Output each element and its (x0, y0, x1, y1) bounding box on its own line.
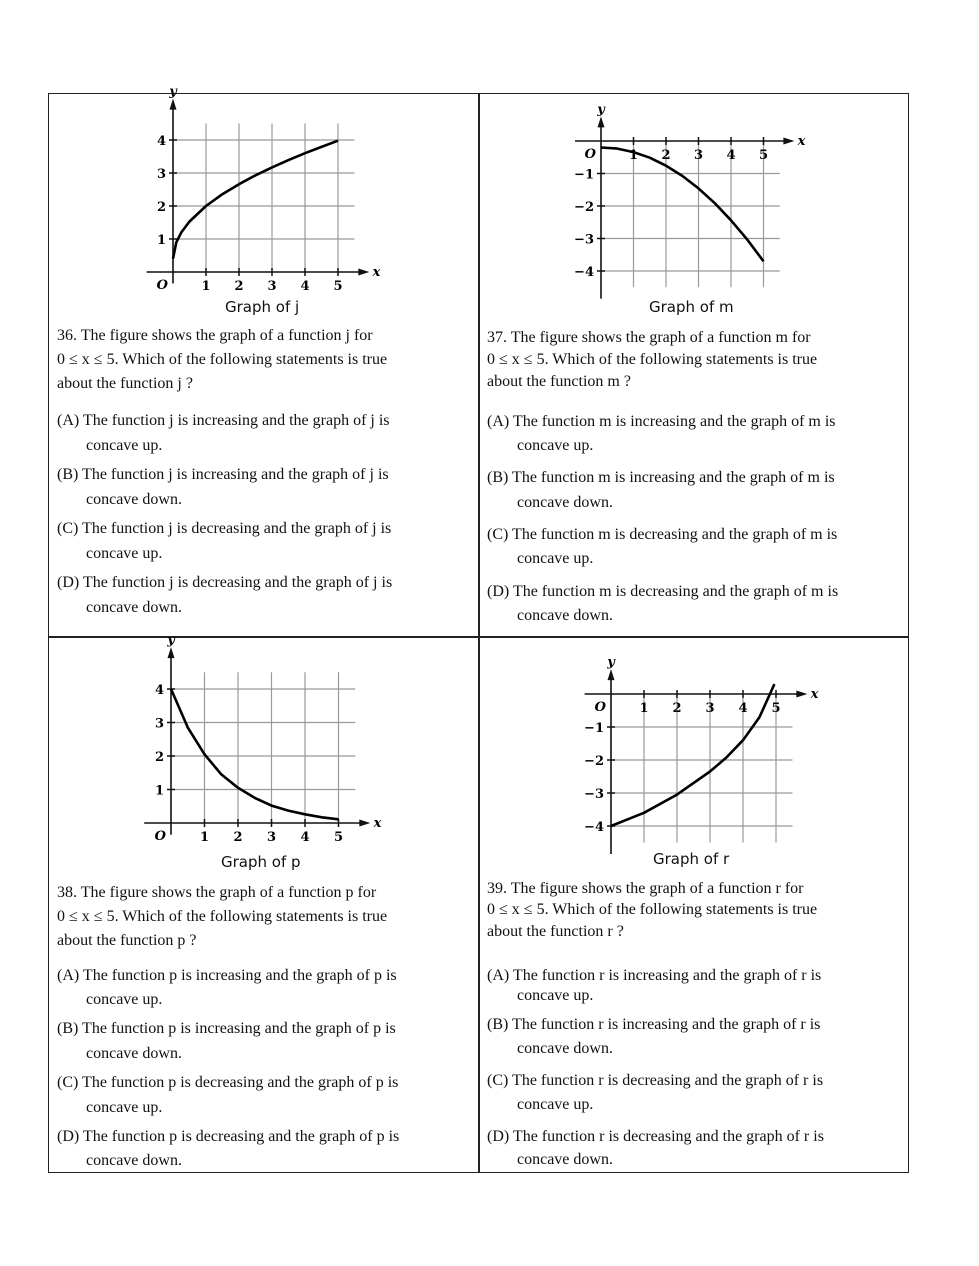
answer-option-continuation: concave up. (517, 550, 594, 567)
y-tick-label: −1 (574, 167, 594, 183)
answer-option: (D) The function p is decreasing and the graph of p is (57, 1128, 400, 1145)
answer-option-continuation: concave down. (86, 1045, 182, 1062)
x-axis-label: x (372, 265, 381, 280)
question-text: about the function m ? (487, 373, 631, 390)
question-text: 38. The figure shows the graph of a function p for (57, 884, 377, 901)
answer-option: (B) The function r is increasing and the graph of r is (487, 1016, 821, 1033)
graph-caption: Graph of j (225, 298, 300, 316)
answer-option-continuation: concave down. (86, 599, 182, 616)
question-text: 39. The figure shows the graph of a function r for (487, 880, 804, 897)
graph-caption: Graph of r (653, 850, 730, 868)
y-tick-label: −3 (584, 787, 604, 802)
graph-p (144, 633, 381, 845)
x-tick-label: 1 (201, 279, 211, 294)
y-axis-label: y (597, 102, 605, 118)
graph-r (584, 655, 819, 854)
x-tick-label: 4 (726, 148, 736, 163)
y-tick-label: 3 (154, 716, 164, 732)
x-axis-label: x (810, 687, 819, 702)
y-tick-label: −4 (584, 820, 604, 835)
x-tick-label: 1 (628, 148, 639, 163)
question-text: about the function j ? (57, 375, 193, 392)
answer-option-continuation: concave down. (86, 491, 182, 508)
question-text: 37. The figure shows the graph of a function m for (487, 329, 811, 346)
question-text: 0 ≤ x ≤ 5. Which of the following statements is true (57, 908, 388, 925)
graph-j (147, 85, 381, 294)
y-axis-arrow (170, 99, 177, 110)
x-axis-label: x (373, 816, 382, 831)
origin-label: O (584, 147, 596, 162)
x-tick-label: 5 (333, 830, 344, 845)
y-tick-label: 4 (154, 683, 164, 698)
origin-label: O (594, 700, 606, 715)
function-curve-r (611, 684, 774, 826)
answer-option: (A) The function p is increasing and the graph of p is (57, 967, 397, 984)
answer-option: (D) The function j is decreasing and the graph of j is (57, 574, 393, 591)
answer-option-continuation: concave down. (517, 494, 613, 511)
answer-option-continuation: concave up. (517, 1096, 594, 1113)
y-tick-label: 1 (154, 783, 164, 799)
y-axis-label: y (607, 655, 615, 671)
x-tick-label: 2 (661, 148, 671, 163)
y-tick-label: −4 (574, 265, 594, 280)
question-text: 0 ≤ x ≤ 5. Which of the following statements is true (487, 351, 818, 368)
answer-option: (C) The function p is decreasing and the graph of p is (57, 1074, 399, 1091)
answer-option: (A) The function j is increasing and the graph of j is (57, 412, 390, 429)
y-tick-label: −2 (584, 754, 604, 769)
y-axis-label: y (167, 633, 175, 649)
y-tick-label: −2 (574, 200, 594, 215)
answer-option-continuation: concave up. (86, 545, 163, 562)
origin-label: O (156, 278, 168, 293)
x-axis-label: x (797, 134, 806, 149)
y-tick-label: 4 (156, 134, 166, 149)
graph-m (574, 102, 806, 298)
answer-option: (C) The function j is decreasing and the graph of j is (57, 520, 392, 537)
y-tick-label: 2 (154, 750, 164, 765)
x-tick-label: 5 (771, 701, 781, 716)
y-tick-label: −3 (574, 232, 594, 248)
function-curve-j (173, 141, 338, 259)
answer-option-continuation: concave down. (517, 1040, 613, 1057)
x-tick-label: 3 (266, 830, 277, 845)
x-tick-label: 3 (705, 701, 715, 716)
x-tick-label: 2 (234, 279, 244, 294)
x-tick-label: 3 (267, 279, 277, 294)
answer-option-continuation: concave up. (86, 1099, 163, 1116)
x-tick-label: 5 (333, 279, 343, 294)
answer-option-continuation: concave down. (86, 1152, 182, 1169)
answer-option: (C) The function m is decreasing and the graph of m is (487, 526, 838, 543)
x-tick-label: 3 (693, 148, 704, 163)
answer-option-continuation: concave up. (517, 987, 594, 1004)
x-tick-label: 4 (738, 701, 748, 716)
x-tick-label: 1 (639, 701, 649, 716)
y-tick-label: 1 (156, 233, 166, 248)
answer-option: (B) The function j is increasing and the graph of j is (57, 466, 389, 483)
answer-option: (B) The function m is increasing and the graph of m is (487, 469, 835, 486)
answer-option-continuation: concave up. (86, 437, 163, 454)
origin-label: O (154, 829, 166, 844)
y-tick-label: −1 (584, 721, 604, 736)
answer-option: (D) The function r is decreasing and the graph of r is (487, 1128, 824, 1145)
x-tick-label: 4 (300, 830, 310, 845)
x-tick-label: 5 (758, 148, 769, 163)
x-axis-arrow (783, 138, 794, 145)
question-text: 36. The figure shows the graph of a function j for (57, 327, 373, 344)
answer-option-continuation: concave down. (517, 607, 613, 624)
x-axis-arrow (796, 691, 807, 698)
answer-option: (C) The function r is decreasing and the graph of r is (487, 1072, 824, 1089)
y-axis-arrow (598, 116, 605, 127)
x-tick-label: 2 (672, 701, 682, 716)
answer-option: (A) The function m is increasing and the graph of m is (487, 413, 836, 430)
y-axis-arrow (168, 647, 175, 658)
y-axis-label: y (169, 84, 177, 100)
y-tick-label: 2 (156, 200, 166, 215)
x-tick-label: 4 (300, 279, 310, 294)
function-curve-p (171, 689, 339, 819)
x-tick-label: 2 (233, 830, 243, 845)
question-text: 0 ≤ x ≤ 5. Which of the following statements is true (57, 351, 388, 368)
question-text: about the function p ? (57, 932, 197, 949)
answer-option-continuation: concave up. (517, 437, 594, 454)
question-text: about the function r ? (487, 923, 624, 940)
answer-option-continuation: concave up. (86, 991, 163, 1008)
graph-caption: Graph of p (221, 853, 301, 871)
graph-caption: Graph of m (649, 298, 734, 316)
y-axis-arrow (608, 669, 615, 680)
function-curve-m (601, 148, 764, 262)
answer-option: (B) The function p is increasing and the graph of p is (57, 1020, 396, 1037)
question-text: 0 ≤ x ≤ 5. Which of the following statements is true (487, 901, 818, 918)
x-axis-arrow (359, 820, 370, 827)
x-axis-arrow (358, 269, 369, 276)
answer-option: (D) The function m is decreasing and the graph of m is (487, 583, 839, 600)
y-tick-label: 3 (156, 167, 166, 182)
answer-option-continuation: concave down. (517, 1151, 613, 1168)
x-tick-label: 1 (199, 830, 210, 845)
answer-option: (A) The function r is increasing and the graph of r is (487, 967, 822, 984)
